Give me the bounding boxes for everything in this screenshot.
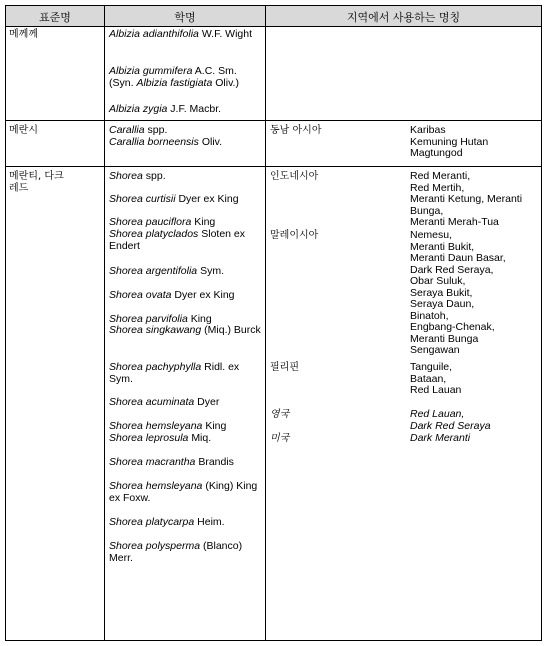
species-table [5, 5, 542, 641]
local-names: Red Meranti, Red Mertih, Meranti Ketung, Meranti Bunga, Meranti Merah-Tua [410, 170, 523, 228]
header-scientific-name: 학명 [174, 11, 196, 24]
local-names: Karibas Kemuning Hutan Magtungod [410, 124, 489, 159]
column-divider [265, 6, 266, 640]
scientific-name-entry: Carallia spp. [109, 124, 168, 136]
scientific-name-entry: Carallia borneensis Oliv. [109, 136, 223, 148]
scientific-name-entry: Shorea pauciflora King [109, 216, 216, 228]
local-names: Tanguile, Bataan, Red Lauan [410, 361, 462, 396]
scientific-name-entry: Shorea parvifolia King [109, 313, 212, 325]
standard-name-cell: 메란시 [9, 125, 38, 136]
header-standard-name: 표준명 [39, 11, 71, 24]
local-names: Red Lauan, Dark Red Seraya [410, 408, 491, 432]
local-names: Dark Meranti [410, 432, 471, 444]
scientific-name-entry: Shorea hemsleyana King [109, 420, 227, 432]
scientific-name-entry: Albizia zygia J.F. Macbr. [109, 103, 222, 115]
local-names: Nemesu, Meranti Bukit, Meranti Daun Basar, Dark Red Seraya, Obar Suluk, Seraya Bukit, Seraya Daun, Binatoh, Engbang-Chenak, Meranti Bunga Sengawan [410, 229, 506, 356]
column-divider [104, 6, 105, 640]
region-label: 동남 아시아 [270, 125, 322, 136]
scientific-name-entry: Shorea ovata Dyer ex King [109, 289, 235, 301]
scientific-name-entry: Shorea pachyphylla Ridl. ex Sym. [109, 361, 240, 385]
region-label: 영국 [270, 409, 290, 420]
scientific-name-entry: Shorea hemsleyana (King) King ex Foxw. [109, 480, 258, 504]
standard-name-cell: 메란티, 다크 레드 [9, 171, 64, 194]
scientific-name-entry: Shorea spp. [109, 170, 166, 182]
scientific-name-entry: Shorea platycarpa Heim. [109, 516, 225, 528]
row-divider [6, 120, 541, 121]
scientific-name-entry: Shorea polysperma (Blanco) Merr. [109, 540, 243, 564]
scientific-name-entry: Albizia gummifera A.C. Sm. (Syn. Albizia fastigiata Oliv.) [109, 65, 239, 89]
header-local-names: 지역에서 사용하는 명칭 [346, 11, 461, 24]
scientific-name-entry: Shorea platyclados Sloten ex Endert [109, 228, 246, 252]
scientific-name-entry: Shorea argentifolia Sym. [109, 265, 224, 277]
region-label: 인도네시아 [270, 171, 319, 182]
region-label: 필리핀 [270, 362, 299, 373]
scientific-name-entry: Shorea macrantha Brandis [109, 456, 234, 468]
region-label: 미국 [270, 433, 290, 444]
row-divider [6, 166, 541, 167]
scientific-name-entry: Albizia adianthifolia W.F. Wight [109, 28, 253, 40]
scientific-name-entry: Shorea singkawang (Miq.) Burck [109, 324, 261, 336]
scientific-name-entry: Shorea acuminata Dyer [109, 396, 220, 408]
standard-name-cell: 메께께 [9, 29, 38, 40]
region-label: 말레이시아 [270, 230, 319, 241]
scientific-name-entry: Shorea curtisii Dyer ex King [109, 193, 239, 205]
scientific-name-entry: Shorea leprosula Miq. [109, 432, 212, 444]
